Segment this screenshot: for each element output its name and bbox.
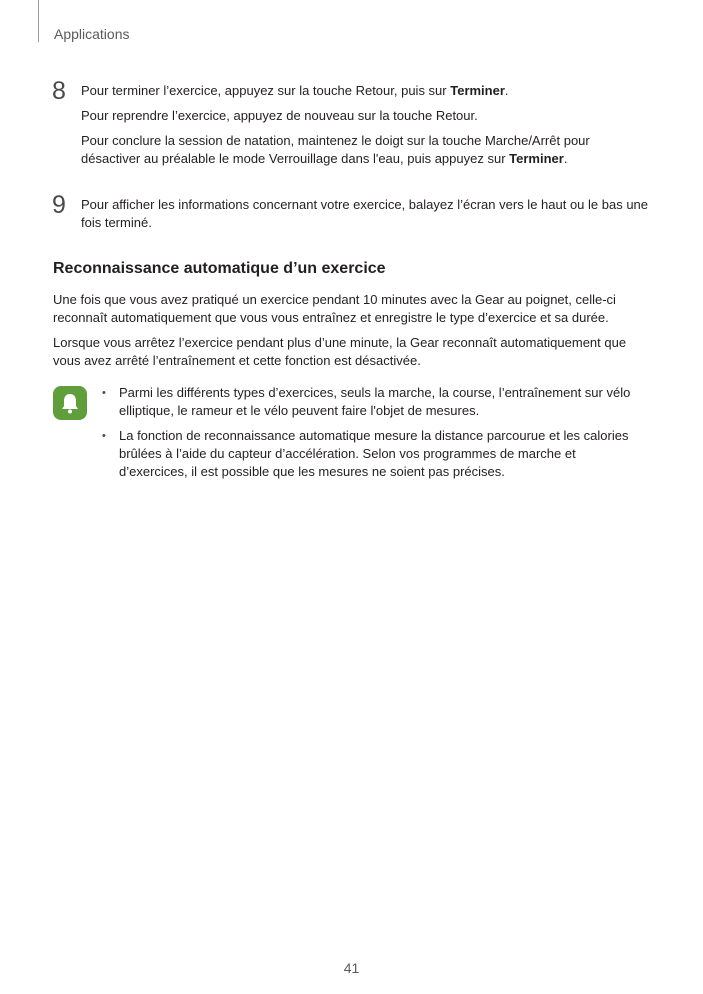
note-item: • La fonction de reconnaissance automatique mesure la distance parcourue et les calories brûlées à l’aide du capteur d’accélération. Selon vos programmes de marche et d’exercices, il est possible que les mesures ne soient pas précises.	[102, 428, 629, 479]
note-item: • Parmi les différents types d’exercices, seuls la marche, la course, l’entraînement sur vélo elliptique, le rameur et le vélo peuvent faire l'objet de mesures.	[102, 385, 631, 418]
bullet: •	[102, 387, 106, 399]
body-paragraph: Une fois que vous avez pratiqué un exercice pendant 10 minutes avec la Gear au poignet, celle-ci reconnaît automatiquement que vous vous entraînez et enregistre le type d’exercice et sa durée.	[53, 292, 616, 325]
note-list	[102, 384, 647, 488]
section-label: Applications	[54, 26, 130, 42]
body-paragraph: Lorsque vous arrêtez l’exercice pendant plus d’une minute, la Gear reconnaît automatiquement que vous avez arrêté l’entraînement et cette fonction est désactivée.	[53, 335, 627, 368]
section-heading: Reconnaissance automatique d’un exercice	[53, 260, 386, 277]
page-number: 41	[343, 960, 360, 976]
step-8	[52, 77, 652, 175]
bell-icon	[53, 386, 87, 420]
step-9-line-1: Pour afficher les informations concernant votre exercice, balayez l’écran vers le haut ou le bas une fois terminé.	[81, 197, 649, 230]
step-9	[52, 191, 652, 239]
step-8-line-3: Pour conclure la session de natation, maintenez le doigt sur la touche Marche/Arrêt pour désactiver au préalable le mode Verrouillage dans l'eau, puis appuyez sur Terminer.	[81, 133, 590, 166]
section-body	[53, 291, 649, 377]
bullet: •	[102, 430, 106, 442]
step-number: 8	[52, 77, 66, 105]
step-8-line-1: Pour terminer l’exercice, appuyez sur la touche Retour, puis sur Terminer.	[81, 83, 509, 98]
step-8-line-2: Pour reprendre l’exercice, appuyez de nouveau sur la touche Retour.	[81, 108, 478, 123]
step-number: 9	[52, 191, 66, 219]
header-divider	[38, 0, 39, 42]
